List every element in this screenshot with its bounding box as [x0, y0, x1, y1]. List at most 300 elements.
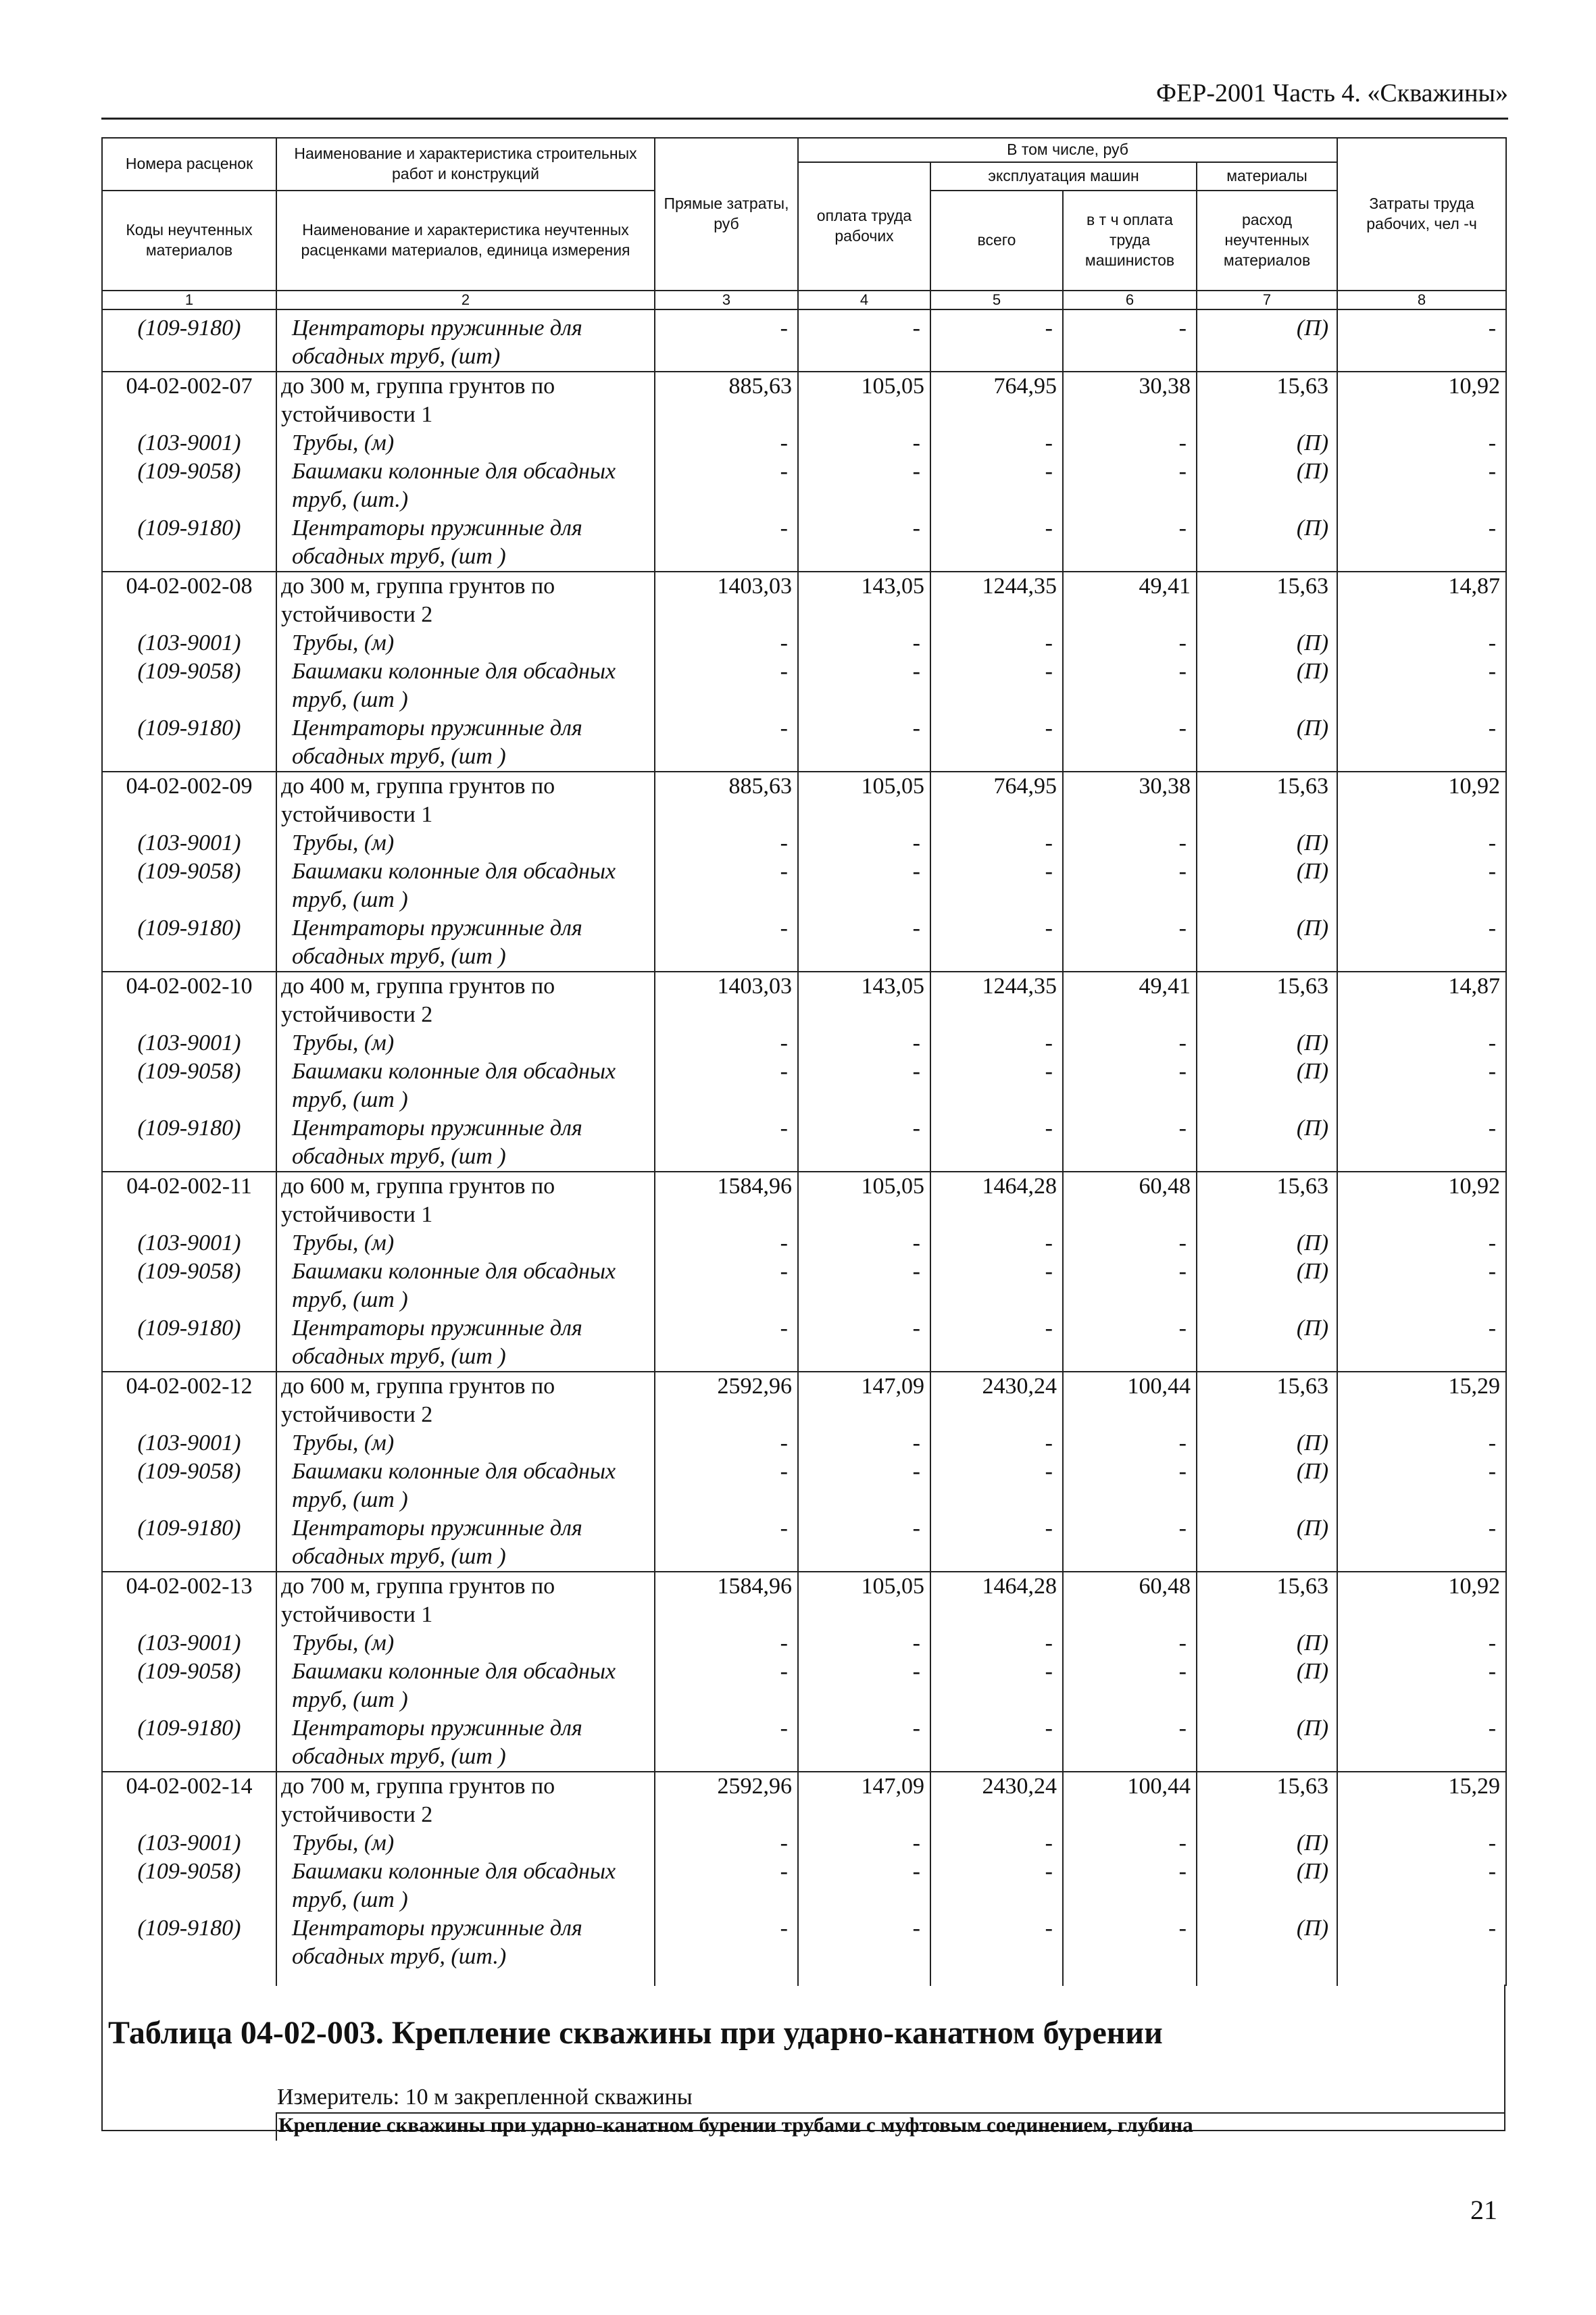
labor-hours-cell: -: [1337, 1114, 1506, 1172]
labor-hours-cell: -: [1337, 1858, 1506, 1914]
machines-total-cell: -: [930, 1114, 1063, 1172]
labor-hours-cell: 10,92: [1337, 1172, 1506, 1229]
material-row: [102, 309, 1506, 372]
column-number: 8: [1337, 291, 1506, 309]
direct-cost-cell: 1584,96: [655, 1172, 798, 1229]
operators-wage-cell: -: [1063, 1229, 1197, 1258]
spacer-cell: [798, 1971, 930, 1986]
spacer-cell: [102, 1971, 276, 1986]
material-row: [102, 1114, 1506, 1172]
labor-wage-cell: -: [798, 629, 930, 657]
labor-hours-cell: -: [1337, 714, 1506, 772]
labor-hours-cell: -: [1337, 457, 1506, 514]
description-cell: до 600 м, группа грунтов по устойчивости 1: [276, 1172, 655, 1229]
machines-total-cell: -: [930, 857, 1063, 914]
labor-wage-cell: -: [798, 1914, 930, 1971]
description-cell: Трубы, (м): [276, 1829, 655, 1858]
labor-wage-cell: -: [798, 1029, 930, 1057]
labor-hours-cell: -: [1337, 914, 1506, 972]
rate-row: [102, 1172, 1506, 1229]
table-body: [102, 309, 1506, 1986]
description-cell: Центраторы пружинные для обсадных труб, (шт.): [276, 1914, 655, 1971]
direct-cost-cell: -: [655, 429, 798, 457]
labor-hours-cell: 10,92: [1337, 372, 1506, 429]
description-cell: Башмаки колонные для обсадных труб, (шт ): [276, 1057, 655, 1114]
operators-wage-cell: 100,44: [1063, 1772, 1197, 1829]
labor-hours-cell: -: [1337, 1229, 1506, 1258]
description-cell: Башмаки колонные для обсадных труб, (шт ): [276, 1858, 655, 1914]
material-row: [102, 629, 1506, 657]
description-cell: Центраторы пружинные для обсадных труб, (шт ): [276, 514, 655, 572]
machines-total-cell: 1464,28: [930, 1172, 1063, 1229]
material-row: [102, 1829, 1506, 1858]
direct-cost-cell: -: [655, 1029, 798, 1057]
machines-total-cell: -: [930, 457, 1063, 514]
rate-code-cell: (103-9001): [102, 829, 276, 857]
operators-wage-cell: -: [1063, 1429, 1197, 1458]
machines-total-cell: 2430,24: [930, 1772, 1063, 1829]
description-cell: Центраторы пружинные для обсадных труб, (шт ): [276, 1714, 655, 1772]
rate-code-cell: (103-9001): [102, 1429, 276, 1458]
labor-wage-cell: 105,05: [798, 772, 930, 829]
rate-code-cell: (103-9001): [102, 1029, 276, 1057]
operators-wage-cell: -: [1063, 829, 1197, 857]
labor-wage-cell: -: [798, 1458, 930, 1514]
labor-hours-cell: -: [1337, 1829, 1506, 1858]
machines-total-cell: -: [930, 309, 1063, 372]
labor-hours-cell: -: [1337, 1057, 1506, 1114]
column-number: 4: [798, 291, 930, 309]
material-row: [102, 1858, 1506, 1914]
direct-cost-cell: -: [655, 514, 798, 572]
column-number: 3: [655, 291, 798, 309]
header-col2-top: Наименование и характеристика строительных работ и конструкций: [276, 138, 655, 191]
materials-cell: (П): [1197, 1858, 1337, 1914]
direct-cost-cell: -: [655, 1429, 798, 1458]
labor-wage-cell: -: [798, 457, 930, 514]
material-row: [102, 714, 1506, 772]
direct-cost-cell: 1403,03: [655, 972, 798, 1029]
materials-cell: (П): [1197, 1658, 1337, 1714]
machines-total-cell: 1244,35: [930, 972, 1063, 1029]
description-cell: Центраторы пружинные для обсадных труб, (шт ): [276, 1514, 655, 1572]
materials-cell: 15,63: [1197, 1172, 1337, 1229]
rates-table: [101, 137, 1507, 1986]
rate-code-cell: (103-9001): [102, 1229, 276, 1258]
materials-cell: (П): [1197, 1114, 1337, 1172]
labor-wage-cell: -: [798, 829, 930, 857]
spacer-cell: [930, 1971, 1063, 1986]
labor-hours-cell: -: [1337, 1914, 1506, 1971]
labor-wage-cell: -: [798, 1858, 930, 1914]
labor-wage-cell: -: [798, 857, 930, 914]
material-row: [102, 914, 1506, 972]
operators-wage-cell: -: [1063, 1858, 1197, 1914]
description-cell: Башмаки колонные для обсадных труб, (шт ): [276, 1658, 655, 1714]
materials-cell: 15,63: [1197, 572, 1337, 629]
materials-cell: (П): [1197, 829, 1337, 857]
rate-code-cell: (109-9180): [102, 309, 276, 372]
labor-wage-cell: -: [798, 429, 930, 457]
direct-cost-cell: 1403,03: [655, 572, 798, 629]
machines-total-cell: 764,95: [930, 372, 1063, 429]
description-cell: Башмаки колонные для обсадных труб, (шт ): [276, 1458, 655, 1514]
rate-row: [102, 772, 1506, 829]
header-machines: эксплуатация машин: [930, 162, 1197, 191]
machines-total-cell: -: [930, 1829, 1063, 1858]
labor-wage-cell: -: [798, 1114, 930, 1172]
machines-total-cell: -: [930, 629, 1063, 657]
direct-cost-cell: -: [655, 914, 798, 972]
machines-total-cell: 2430,24: [930, 1372, 1063, 1429]
direct-cost-cell: -: [655, 1057, 798, 1114]
rate-code-cell: (109-9058): [102, 1057, 276, 1114]
materials-cell: (П): [1197, 514, 1337, 572]
description-cell: Трубы, (м): [276, 1029, 655, 1057]
direct-cost-cell: -: [655, 857, 798, 914]
description-cell: Центраторы пружинные для обсадных труб, (шт ): [276, 914, 655, 972]
machines-total-cell: -: [930, 1429, 1063, 1458]
rate-code-cell: 04-02-002-11: [102, 1172, 276, 1229]
labor-wage-cell: -: [798, 514, 930, 572]
rate-code-cell: (109-9180): [102, 1914, 276, 1971]
direct-cost-cell: 2592,96: [655, 1772, 798, 1829]
labor-wage-cell: -: [798, 1514, 930, 1572]
labor-hours-cell: -: [1337, 1029, 1506, 1057]
materials-cell: 15,63: [1197, 1772, 1337, 1829]
rate-code-cell: (109-9058): [102, 1258, 276, 1314]
header-col2-bottom: Наименование и характеристика неучтенных расценками материалов, единица измерения: [276, 191, 655, 291]
operators-wage-cell: -: [1063, 629, 1197, 657]
description-cell: Трубы, (м): [276, 829, 655, 857]
labor-hours-cell: -: [1337, 1458, 1506, 1514]
operators-wage-cell: -: [1063, 1829, 1197, 1858]
materials-cell: (П): [1197, 1057, 1337, 1114]
direct-cost-cell: -: [655, 1658, 798, 1714]
rate-row: [102, 372, 1506, 429]
operators-wage-cell: 49,41: [1063, 972, 1197, 1029]
materials-cell: (П): [1197, 914, 1337, 972]
machines-total-cell: -: [930, 1314, 1063, 1372]
materials-cell: (П): [1197, 1458, 1337, 1514]
labor-wage-cell: -: [798, 1429, 930, 1458]
labor-hours-cell: -: [1337, 1629, 1506, 1658]
rate-code-cell: (109-9058): [102, 1658, 276, 1714]
description-cell: Трубы, (м): [276, 1429, 655, 1458]
material-row: [102, 1258, 1506, 1314]
labor-hours-cell: 10,92: [1337, 1572, 1506, 1629]
machines-total-cell: 764,95: [930, 772, 1063, 829]
rate-code-cell: (103-9001): [102, 629, 276, 657]
machines-total-cell: 1464,28: [930, 1572, 1063, 1629]
description-cell: Башмаки колонные для обсадных труб, (шт.): [276, 457, 655, 514]
header-col6: в т ч оплата труда машинистов: [1063, 191, 1197, 291]
material-row: [102, 514, 1506, 572]
materials-cell: (П): [1197, 857, 1337, 914]
labor-hours-cell: -: [1337, 857, 1506, 914]
direct-cost-cell: -: [655, 629, 798, 657]
direct-cost-cell: -: [655, 1714, 798, 1772]
header-col1-bottom: Коды неучтенных материалов: [102, 191, 276, 291]
rate-code-cell: (109-9180): [102, 1514, 276, 1572]
operators-wage-cell: -: [1063, 1914, 1197, 1971]
labor-hours-cell: -: [1337, 1714, 1506, 1772]
rate-code-cell: (109-9180): [102, 1114, 276, 1172]
labor-hours-cell: -: [1337, 657, 1506, 714]
operators-wage-cell: -: [1063, 1057, 1197, 1114]
material-row: [102, 1629, 1506, 1658]
rate-code-cell: 04-02-002-13: [102, 1572, 276, 1629]
machines-total-cell: -: [930, 1858, 1063, 1914]
rate-code-cell: (103-9001): [102, 1629, 276, 1658]
direct-cost-cell: -: [655, 1914, 798, 1971]
material-row: [102, 1057, 1506, 1114]
section-description: Крепление скважины при ударно-канатном бурении трубами с муфтовым соединением, глубина: [278, 2113, 1193, 2137]
machines-total-cell: -: [930, 429, 1063, 457]
operators-wage-cell: 60,48: [1063, 1572, 1197, 1629]
labor-hours-cell: -: [1337, 1258, 1506, 1314]
rate-code-cell: 04-02-002-07: [102, 372, 276, 429]
material-row: [102, 857, 1506, 914]
header-incl: В том числе, руб: [798, 138, 1337, 162]
materials-cell: (П): [1197, 429, 1337, 457]
rate-code-cell: (109-9058): [102, 1458, 276, 1514]
material-row: [102, 1714, 1506, 1772]
labor-hours-cell: 10,92: [1337, 772, 1506, 829]
operators-wage-cell: 30,38: [1063, 372, 1197, 429]
description-cell: Башмаки колонные для обсадных труб, (шт ): [276, 857, 655, 914]
material-row: [102, 429, 1506, 457]
labor-hours-cell: -: [1337, 1429, 1506, 1458]
operators-wage-cell: -: [1063, 857, 1197, 914]
operators-wage-cell: -: [1063, 714, 1197, 772]
materials-cell: (П): [1197, 1029, 1337, 1057]
materials-cell: (П): [1197, 1229, 1337, 1258]
labor-wage-cell: -: [798, 1714, 930, 1772]
description-cell: до 700 м, группа грунтов по устойчивости 2: [276, 1772, 655, 1829]
description-cell: до 600 м, группа грунтов по устойчивости 2: [276, 1372, 655, 1429]
labor-wage-cell: 105,05: [798, 1172, 930, 1229]
materials-cell: (П): [1197, 1258, 1337, 1314]
direct-cost-cell: -: [655, 457, 798, 514]
machines-total-cell: -: [930, 1629, 1063, 1658]
rate-code-cell: (109-9058): [102, 657, 276, 714]
operators-wage-cell: -: [1063, 309, 1197, 372]
materials-cell: 15,63: [1197, 972, 1337, 1029]
materials-cell: (П): [1197, 629, 1337, 657]
rate-code-cell: 04-02-002-08: [102, 572, 276, 629]
machines-total-cell: -: [930, 1458, 1063, 1514]
header-col1-top: Номера расценок: [102, 138, 276, 191]
labor-wage-cell: -: [798, 1258, 930, 1314]
operators-wage-cell: -: [1063, 514, 1197, 572]
description-cell: Башмаки колонные для обсадных труб, (шт ): [276, 1258, 655, 1314]
column-number: 2: [276, 291, 655, 309]
header-col5: всего: [930, 191, 1063, 291]
direct-cost-cell: -: [655, 714, 798, 772]
materials-cell: (П): [1197, 714, 1337, 772]
description-cell: до 300 м, группа грунтов по устойчивости 2: [276, 572, 655, 629]
operators-wage-cell: -: [1063, 1714, 1197, 1772]
description-cell: Центраторы пружинные для обсадных труб, (шт): [276, 309, 655, 372]
labor-wage-cell: -: [798, 657, 930, 714]
rate-code-cell: (103-9001): [102, 429, 276, 457]
labor-wage-cell: 147,09: [798, 1772, 930, 1829]
labor-hours-cell: -: [1337, 1514, 1506, 1572]
labor-wage-cell: -: [798, 714, 930, 772]
document-title: ФЕР-2001 Часть 4. «Скважины»: [1156, 79, 1508, 107]
labor-wage-cell: 105,05: [798, 372, 930, 429]
direct-cost-cell: 2592,96: [655, 1372, 798, 1429]
description-cell: до 700 м, группа грунтов по устойчивости 1: [276, 1572, 655, 1629]
machines-total-cell: -: [930, 1714, 1063, 1772]
machines-total-cell: -: [930, 1029, 1063, 1057]
rate-code-cell: (109-9180): [102, 714, 276, 772]
direct-cost-cell: 885,63: [655, 372, 798, 429]
header-col3: Прямые затраты, руб: [655, 138, 798, 291]
operators-wage-cell: -: [1063, 914, 1197, 972]
operators-wage-cell: -: [1063, 1514, 1197, 1572]
unit-of-measure: Измеритель: 10 м закрепленной скважины: [277, 2085, 693, 2110]
materials-cell: (П): [1197, 1429, 1337, 1458]
materials-cell: (П): [1197, 309, 1337, 372]
materials-cell: (П): [1197, 1629, 1337, 1658]
material-row: [102, 1914, 1506, 1971]
labor-wage-cell: -: [798, 1658, 930, 1714]
labor-wage-cell: 143,05: [798, 572, 930, 629]
rate-row: [102, 1772, 1506, 1829]
direct-cost-cell: -: [655, 1629, 798, 1658]
direct-cost-cell: -: [655, 1314, 798, 1372]
column-number: 7: [1197, 291, 1337, 309]
description-cell: Трубы, (м): [276, 429, 655, 457]
labor-hours-cell: -: [1337, 309, 1506, 372]
rate-code-cell: 04-02-002-12: [102, 1372, 276, 1429]
rate-code-cell: (109-9180): [102, 1314, 276, 1372]
rate-code-cell: 04-02-002-10: [102, 972, 276, 1029]
machines-total-cell: -: [930, 1057, 1063, 1114]
operators-wage-cell: -: [1063, 1458, 1197, 1514]
header-col4: оплата труда рабочих: [798, 162, 930, 291]
direct-cost-cell: -: [655, 1829, 798, 1858]
spacer-cell: [276, 1971, 655, 1986]
divider: [276, 2112, 277, 2141]
materials-cell: (П): [1197, 1314, 1337, 1372]
labor-wage-cell: 147,09: [798, 1372, 930, 1429]
materials-cell: (П): [1197, 1514, 1337, 1572]
machines-total-cell: -: [930, 829, 1063, 857]
page-number: 21: [1470, 2195, 1497, 2225]
operators-wage-cell: 100,44: [1063, 1372, 1197, 1429]
rate-code-cell: (109-9058): [102, 857, 276, 914]
description-cell: Трубы, (м): [276, 1629, 655, 1658]
materials-cell: 15,63: [1197, 372, 1337, 429]
rate-code-cell: (109-9180): [102, 514, 276, 572]
direct-cost-cell: 885,63: [655, 772, 798, 829]
labor-hours-cell: 15,29: [1337, 1372, 1506, 1429]
operators-wage-cell: -: [1063, 1658, 1197, 1714]
rate-row: [102, 1572, 1506, 1629]
operators-wage-cell: -: [1063, 1314, 1197, 1372]
direct-cost-cell: -: [655, 1258, 798, 1314]
section-title: Таблица 04-02-003. Крепление скважины при ударно-канатном бурении: [108, 2015, 1163, 2051]
material-row: [102, 1429, 1506, 1458]
description-cell: Центраторы пружинные для обсадных труб, (шт ): [276, 1314, 655, 1372]
direct-cost-cell: -: [655, 1858, 798, 1914]
labor-hours-cell: -: [1337, 829, 1506, 857]
material-row: [102, 457, 1506, 514]
page-header: [101, 76, 1508, 120]
materials-cell: 15,63: [1197, 772, 1337, 829]
machines-total-cell: -: [930, 914, 1063, 972]
machines-total-cell: -: [930, 1658, 1063, 1714]
material-row: [102, 1514, 1506, 1572]
rate-code-cell: (109-9180): [102, 1714, 276, 1772]
rate-row: [102, 572, 1506, 629]
direct-cost-cell: 1584,96: [655, 1572, 798, 1629]
description-cell: Трубы, (м): [276, 629, 655, 657]
description-cell: Башмаки колонные для обсадных труб, (шт ): [276, 657, 655, 714]
direct-cost-cell: -: [655, 1229, 798, 1258]
labor-hours-cell: 15,29: [1337, 1772, 1506, 1829]
machines-total-cell: -: [930, 514, 1063, 572]
table-spacer-row: [102, 1971, 1506, 1986]
material-row: [102, 1229, 1506, 1258]
material-row: [102, 1029, 1506, 1057]
spacer-cell: [1337, 1971, 1506, 1986]
material-row: [102, 657, 1506, 714]
materials-cell: (П): [1197, 1829, 1337, 1858]
labor-wage-cell: -: [798, 1829, 930, 1858]
direct-cost-cell: -: [655, 657, 798, 714]
rate-code-cell: 04-02-002-09: [102, 772, 276, 829]
labor-hours-cell: 14,87: [1337, 572, 1506, 629]
labor-hours-cell: -: [1337, 629, 1506, 657]
machines-total-cell: -: [930, 1229, 1063, 1258]
rate-code-cell: (103-9001): [102, 1829, 276, 1858]
material-row: [102, 1658, 1506, 1714]
header-col7: расход неучтенных материалов: [1197, 191, 1337, 291]
description-cell: Центраторы пружинные для обсадных труб, (шт ): [276, 714, 655, 772]
labor-wage-cell: -: [798, 309, 930, 372]
labor-wage-cell: -: [798, 1629, 930, 1658]
header-materials: материалы: [1197, 162, 1337, 191]
labor-wage-cell: -: [798, 914, 930, 972]
operators-wage-cell: -: [1063, 1029, 1197, 1057]
labor-hours-cell: 14,87: [1337, 972, 1506, 1029]
description-cell: до 300 м, группа грунтов по устойчивости 1: [276, 372, 655, 429]
machines-total-cell: -: [930, 1514, 1063, 1572]
operators-wage-cell: -: [1063, 1258, 1197, 1314]
description-cell: до 400 м, группа грунтов по устойчивости 1: [276, 772, 655, 829]
machines-total-cell: -: [930, 1258, 1063, 1314]
direct-cost-cell: -: [655, 829, 798, 857]
materials-cell: 15,63: [1197, 1572, 1337, 1629]
machines-total-cell: -: [930, 1914, 1063, 1971]
operators-wage-cell: -: [1063, 457, 1197, 514]
direct-cost-cell: -: [655, 309, 798, 372]
rate-code-cell: (109-9058): [102, 457, 276, 514]
labor-wage-cell: -: [798, 1057, 930, 1114]
labor-wage-cell: 105,05: [798, 1572, 930, 1629]
rate-row: [102, 972, 1506, 1029]
rate-code-cell: (109-9058): [102, 1858, 276, 1914]
operators-wage-cell: -: [1063, 1629, 1197, 1658]
machines-total-cell: 1244,35: [930, 572, 1063, 629]
description-cell: Трубы, (м): [276, 1229, 655, 1258]
labor-hours-cell: -: [1337, 514, 1506, 572]
rate-code-cell: (109-9180): [102, 914, 276, 972]
